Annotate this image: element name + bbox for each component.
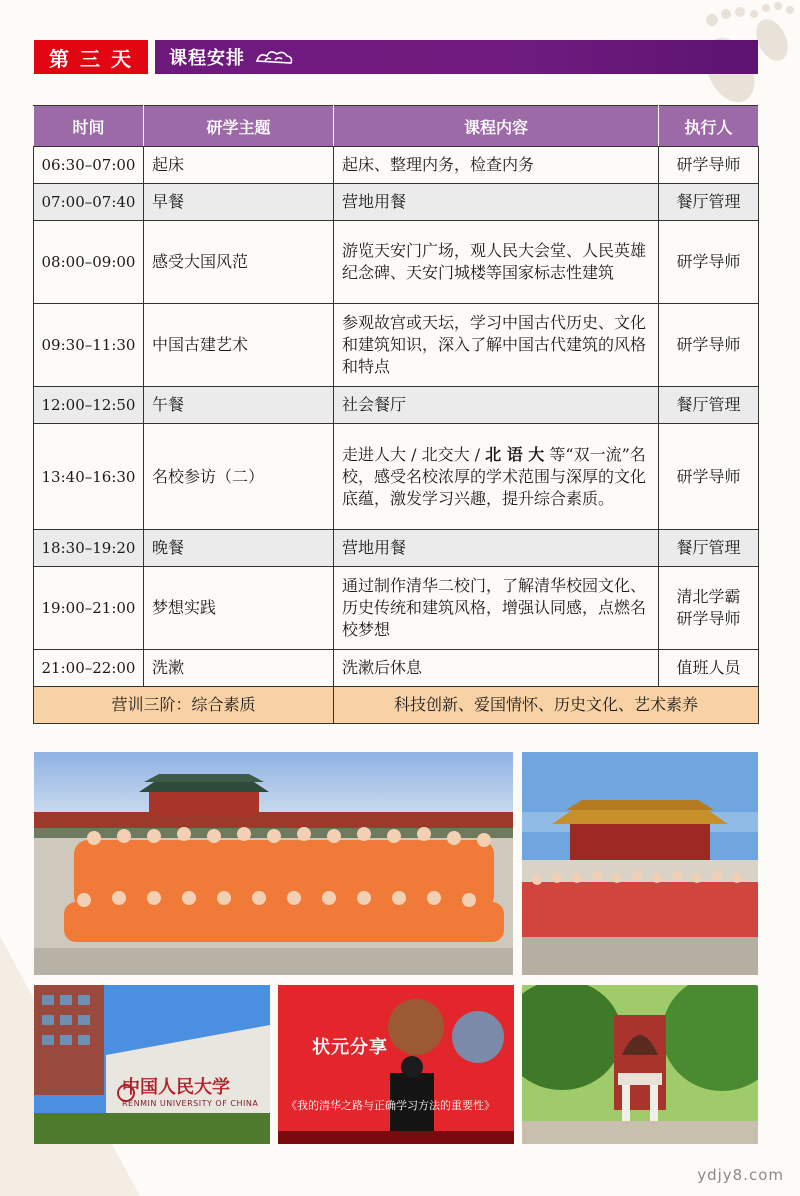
watermark: ydjy8.com [697,1166,784,1184]
renda-sign-text: 中国人民大学 [122,1077,230,1098]
photo-forbidden-city [522,752,758,975]
row-topic: 晚餐 [144,530,334,567]
row-topic: 起床 [144,147,334,184]
row-exec: 研学导师 [659,304,759,387]
content-prefix: 走进人大 / 北交大 / [342,444,486,464]
row-content: 营地用餐 [334,184,659,221]
row-content: 游览天安门广场，观人民大会堂、人民英雄纪念碑、天安门城楼等国家标志性建筑 [334,221,659,304]
renda-sign-english: RENMIN UNIVERSITY OF CHINA [122,1099,259,1108]
row-content: 起床、整理内务，检查内务 [334,147,659,184]
col-topic: 研学主题 [144,106,334,147]
table-footer-row [34,687,759,724]
content-bold: 北 语 大 [485,444,545,464]
row-content: 洗漱后休息 [334,650,659,687]
table-row [34,387,759,424]
row-time: 07:00–07:40 [34,184,144,221]
schedule-table [33,105,759,724]
row-exec: 餐厅管理 [659,184,759,221]
table-row [34,530,759,567]
row-topic: 早餐 [144,184,334,221]
row-content: 参观故宫或天坛，学习中国古代历史、文化和建筑知识，深入了解中国古代建筑的风格和特点 [334,304,659,387]
photo-campus-gate [522,985,758,1144]
row-content [334,424,659,530]
table-row [34,147,759,184]
footer-themes: 科技创新、爱国情怀、历史文化、艺术素养 [334,687,759,724]
col-content: 课程内容 [334,106,659,147]
photo-champion-sharing [278,985,514,1144]
row-time: 21:00–22:00 [34,650,144,687]
table-row [34,424,759,530]
exec-line-2: 研学导师 [676,609,741,628]
row-exec: 研学导师 [659,147,759,184]
row-exec: 餐厅管理 [659,387,759,424]
row-exec [659,567,759,650]
row-exec: 值班人员 [659,650,759,687]
row-time: 08:00–09:00 [34,221,144,304]
row-topic: 中国古建艺术 [144,304,334,387]
title-bar [155,40,758,74]
col-exec: 执行人 [659,106,759,147]
table-row [34,650,759,687]
row-topic: 感受大国风范 [144,221,334,304]
col-time: 时间 [34,106,144,147]
day-header [34,40,758,74]
stage-quote: 《我的清华之路与正确学习方法的重要性》 [286,1099,495,1112]
row-content: 营地用餐 [334,530,659,567]
row-content: 通过制作清华二校门，了解清华校园文化、历史传统和建筑风格，增强认同感，点燃名校梦想 [334,567,659,650]
photo-tiananmen-group [34,752,513,975]
table-row [34,567,759,650]
table-row [34,221,759,304]
row-topic: 洗漱 [144,650,334,687]
row-time: 13:40–16:30 [34,424,144,530]
row-time: 12:00–12:50 [34,387,144,424]
row-time: 18:30–19:20 [34,530,144,567]
content-suffix: 等“双一流”名校，感受名校浓厚的学术范围与深厚的文化底蕴，激发学习兴趣，提升综合素质。 [342,444,647,508]
table-row [34,304,759,387]
row-time: 19:00–21:00 [34,567,144,650]
row-time: 09:30–11:30 [34,304,144,387]
stage-title: 状元分享 [312,1037,388,1058]
auspicious-cloud-icon [253,46,295,68]
table-header-row [34,106,759,147]
row-exec: 研学导师 [659,424,759,530]
row-exec: 研学导师 [659,221,759,304]
footer-stage: 营训三阶：综合素质 [34,687,334,724]
table-row [34,184,759,221]
row-topic: 午餐 [144,387,334,424]
row-content: 社会餐厅 [334,387,659,424]
day-badge: 第 三 天 [34,40,148,74]
row-topic: 梦想实践 [144,567,334,650]
row-topic: 名校参访（二） [144,424,334,530]
row-time: 06:30–07:00 [34,147,144,184]
photo-renmin-university [34,985,270,1144]
exec-line-1: 清北学霸 [676,587,741,606]
row-exec: 餐厅管理 [659,530,759,567]
page-title: 课程安排 [169,48,245,69]
